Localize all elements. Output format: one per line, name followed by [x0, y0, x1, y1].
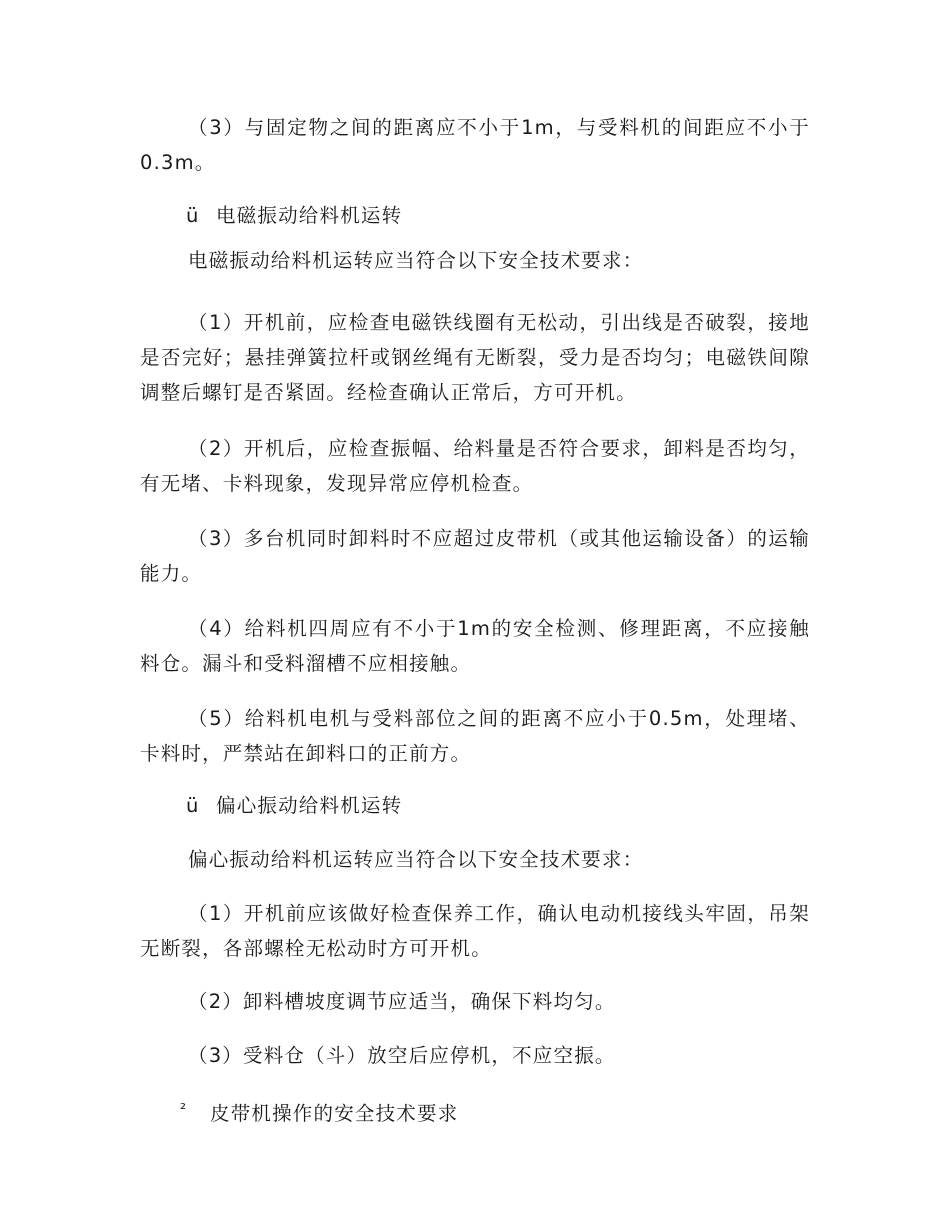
- paragraph-eccentric-item-3: （3）受料仓（斗）放空后应停机，不应空振。: [188, 1044, 616, 1067]
- paragraph-electromagnetic-item-4: （4）给料机四周应有不小于1m的安全检测、修理距离，不应接触料仓。漏斗和受料溜槽不应相接触。: [140, 617, 810, 675]
- section-heading-text: 电磁振动给料机运转: [216, 204, 403, 227]
- section-heading-electromagnetic-feeder: [186, 198, 402, 233]
- section-heading-text: 偏心振动给料机运转: [216, 794, 403, 817]
- section-heading-eccentric-feeder: [186, 788, 402, 823]
- paragraph-electromagnetic-item-2: （2）开机后，应检查振幅、给料量是否符合要求，卸料是否均匀，有无堵、卡料现象，发现异常应停机检查。: [140, 437, 810, 495]
- paragraph-eccentric-intro: 偏心振动给料机运转应当符合以下安全技术要求：: [188, 848, 644, 871]
- paragraph-electromagnetic-item-3: （3）多台机同时卸料时不应超过皮带机（或其他运输设备）的运输能力。: [140, 527, 810, 585]
- paragraph-distance-requirement: （3）与固定物之间的距离应不小于1m，与受料机的间距应不小于0.3m。: [140, 116, 810, 174]
- paragraph-electromagnetic-item-5: （5）给料机电机与受料部位之间的距离不应小于0.5m，处理堵、卡料时，严禁站在卸料口的正前方。: [140, 707, 810, 765]
- check-bullet-icon: ü: [186, 794, 200, 817]
- paragraph-eccentric-item-1: （1）开机前应该做好检查保养工作，确认电动机接线头牢固，吊架无断裂，各部螺栓无松动时方可开机。: [140, 902, 810, 960]
- square-bullet-icon: ²: [180, 1100, 188, 1118]
- paragraph-electromagnetic-item-1: （1）开机前，应检查电磁铁线圈有无松动，引出线是否破裂，接地是否完好；悬挂弹簧拉杆或钢丝绳有无断裂，受力是否均匀；电磁铁间隙调整后螺钉是否紧固。经检查确认正常后，方可开机。: [140, 311, 810, 404]
- check-bullet-icon: ü: [186, 204, 200, 227]
- paragraph-electromagnetic-intro: 电磁振动给料机运转应当符合以下安全技术要求：: [188, 249, 644, 272]
- section-heading-belt-conveyor: [180, 1092, 458, 1131]
- paragraph-eccentric-item-2: （2）卸料槽坡度调节应适当，确保下料均匀。: [188, 990, 616, 1013]
- section-heading-text: 皮带机操作的安全技术要求: [210, 1102, 459, 1125]
